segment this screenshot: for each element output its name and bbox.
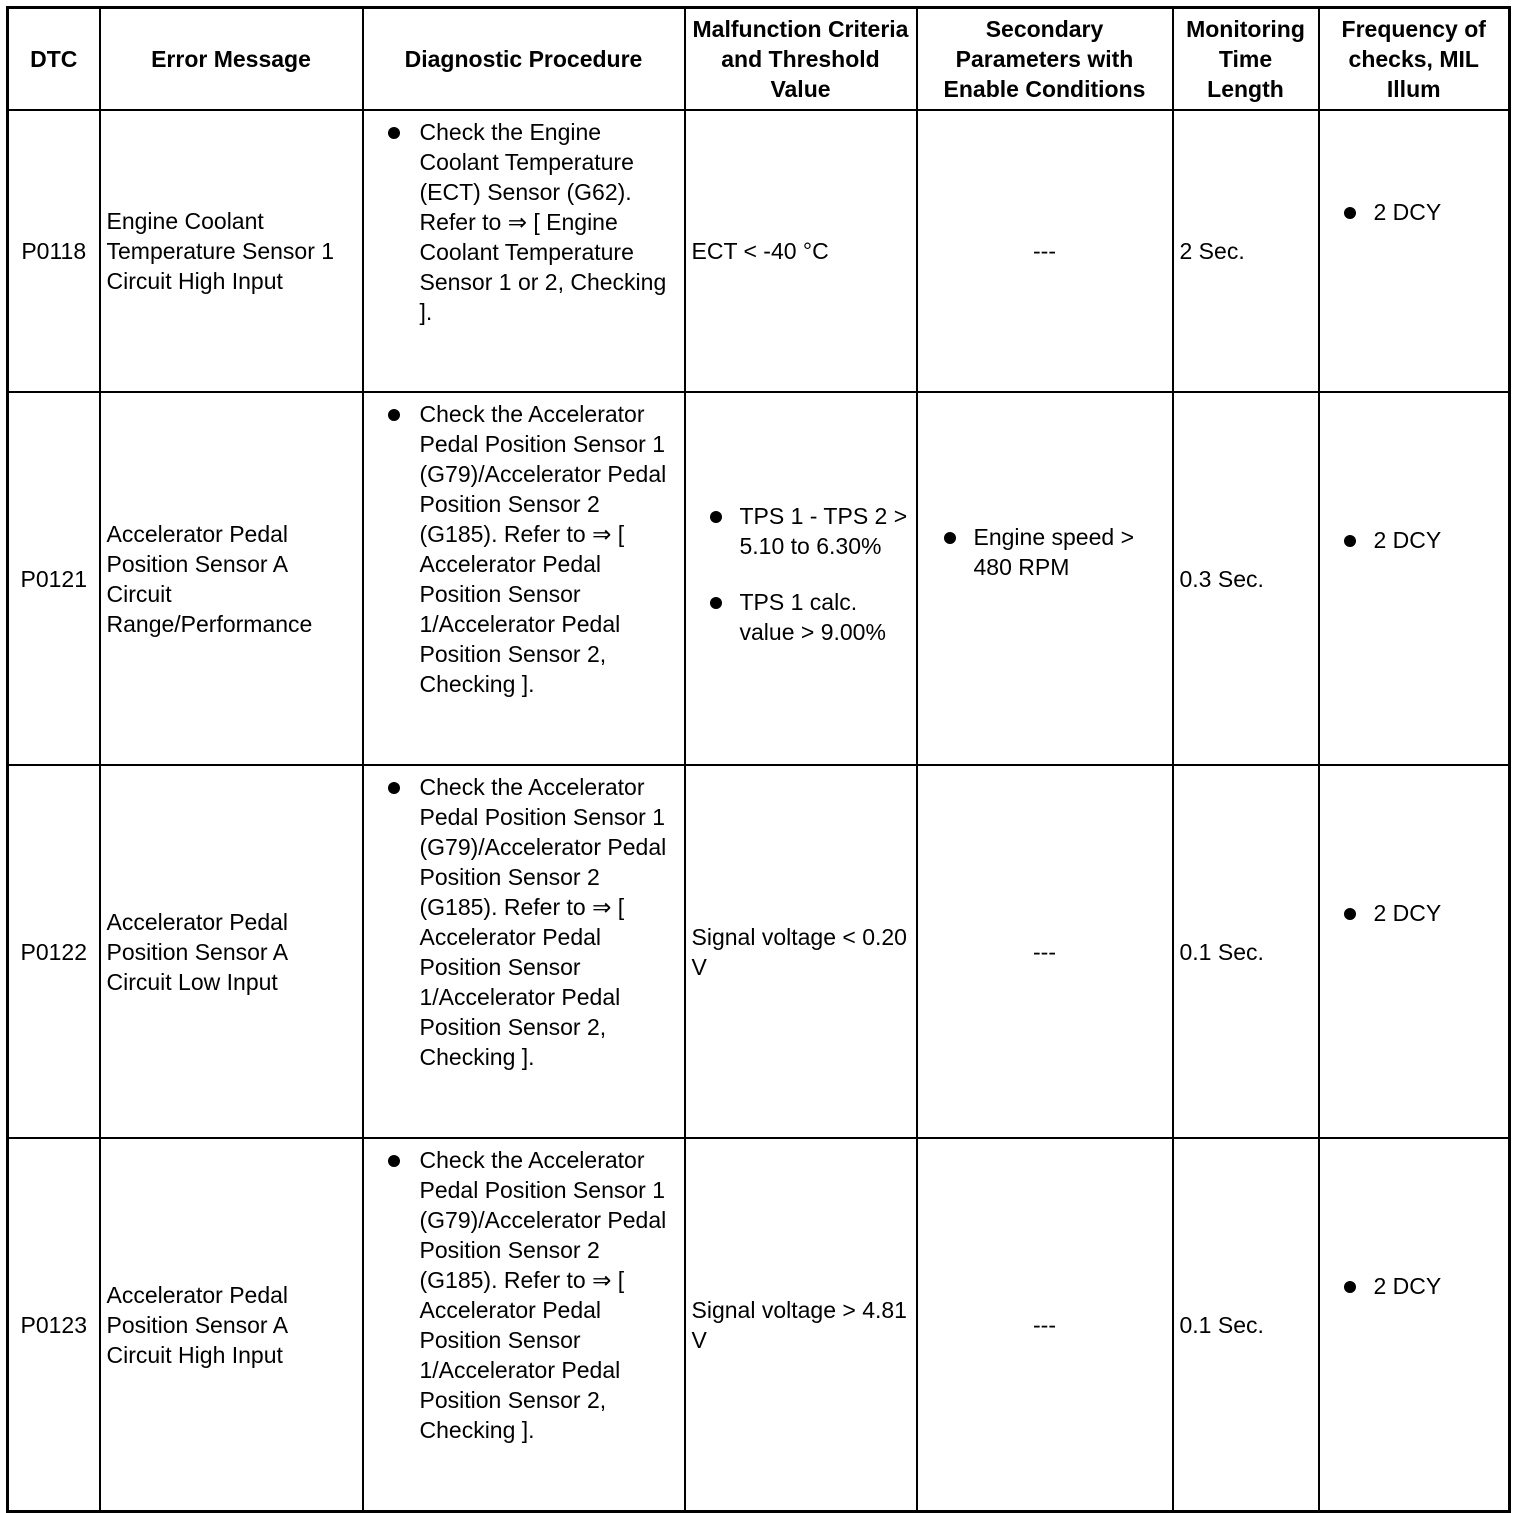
criteria-bullet bbox=[692, 587, 910, 647]
dtc-code: P0118 bbox=[8, 110, 100, 392]
header-diagnostic-procedure: Diagnostic Procedure bbox=[363, 8, 685, 111]
secondary-parameters: --- bbox=[917, 765, 1173, 1138]
procedure-text: Check the Accelerator Pedal Position Sensor 1 (G79)/Accelerator Pedal Position Sensor 2 (G185). Refer to ⇒ [ Accelerator Pedal Position Sensor 1/Accelerator Pedal Position Sensor 2, Checking ]. bbox=[419, 401, 667, 697]
bullet-icon bbox=[710, 511, 722, 523]
error-message: Accelerator Pedal Position Sensor A Circuit Low Input bbox=[100, 765, 363, 1138]
frequency-cell bbox=[1319, 765, 1510, 1138]
error-message: Engine Coolant Temperature Sensor 1 Circuit High Input bbox=[100, 110, 363, 392]
procedure-bullet bbox=[370, 772, 678, 1072]
bullet-icon bbox=[710, 597, 722, 609]
secondary-parameters bbox=[917, 392, 1173, 765]
secondary-parameters: --- bbox=[917, 1138, 1173, 1512]
bullet-icon bbox=[388, 127, 400, 139]
procedure-bullet bbox=[370, 1145, 678, 1445]
bullet-icon bbox=[944, 532, 956, 544]
procedure-bullet bbox=[370, 399, 678, 699]
bullet-icon bbox=[1344, 535, 1356, 547]
error-message: Accelerator Pedal Position Sensor A Circuit Range/Performance bbox=[100, 392, 363, 765]
bullet-icon bbox=[1344, 908, 1356, 920]
diagnostic-procedure bbox=[363, 392, 685, 765]
secondary-bullet bbox=[924, 522, 1166, 582]
frequency-bullet bbox=[1326, 197, 1503, 227]
diagnostic-procedure bbox=[363, 765, 685, 1138]
header-error-message: Error Message bbox=[100, 8, 363, 111]
procedure-text: Check the Accelerator Pedal Position Sensor 1 (G79)/Accelerator Pedal Position Sensor 2 (G185). Refer to ⇒ [ Accelerator Pedal Position Sensor 1/Accelerator Pedal Position Sensor 2, Checking ]. bbox=[419, 1147, 667, 1443]
header-monitoring-time: Monitoring Time Length bbox=[1173, 8, 1319, 111]
monitoring-time: 0.1 Sec. bbox=[1173, 765, 1319, 1138]
malfunction-criteria: ECT < -40 °C bbox=[685, 110, 917, 392]
diagnostic-procedure bbox=[363, 110, 685, 392]
frequency-cell bbox=[1319, 392, 1510, 765]
malfunction-criteria: Signal voltage < 0.20 V bbox=[685, 765, 917, 1138]
dtc-code: P0122 bbox=[8, 765, 100, 1138]
criteria-bullet bbox=[692, 501, 910, 561]
frequency-bullet bbox=[1326, 525, 1503, 555]
procedure-text: Check the Accelerator Pedal Position Sensor 1 (G79)/Accelerator Pedal Position Sensor 2 (G185). Refer to ⇒ [ Accelerator Pedal Position Sensor 1/Accelerator Pedal Position Sensor 2, Checking ]. bbox=[419, 774, 667, 1070]
secondary-text: Engine speed > 480 RPM bbox=[973, 523, 1134, 580]
dtc-code: P0123 bbox=[8, 1138, 100, 1512]
malfunction-criteria bbox=[685, 392, 917, 765]
error-message: Accelerator Pedal Position Sensor A Circuit High Input bbox=[100, 1138, 363, 1512]
monitoring-time: 2 Sec. bbox=[1173, 110, 1319, 392]
bullet-icon bbox=[388, 409, 400, 421]
header-row bbox=[8, 8, 1510, 111]
header-malfunction-criteria: Malfunction Criteria and Threshold Value bbox=[685, 8, 917, 111]
monitoring-time: 0.1 Sec. bbox=[1173, 1138, 1319, 1512]
bullet-icon bbox=[388, 782, 400, 794]
frequency-text: 2 DCY bbox=[1373, 1272, 1442, 1299]
criteria-text: TPS 1 - TPS 2 > 5.10 to 6.30% bbox=[739, 502, 908, 559]
frequency-bullet bbox=[1326, 1271, 1503, 1301]
frequency-text: 2 DCY bbox=[1373, 899, 1442, 926]
secondary-parameters: --- bbox=[917, 110, 1173, 392]
procedure-bullet bbox=[370, 117, 678, 327]
bullet-icon bbox=[1344, 207, 1356, 219]
header-secondary-parameters: Secondary Parameters with Enable Conditions bbox=[917, 8, 1173, 111]
frequency-bullet bbox=[1326, 898, 1503, 928]
header-frequency: Frequency of checks, MIL Illum bbox=[1319, 8, 1510, 111]
criteria-text: TPS 1 calc. value > 9.00% bbox=[739, 588, 886, 645]
dtc-table bbox=[6, 6, 1511, 1513]
table-row bbox=[8, 392, 1510, 765]
malfunction-criteria: Signal voltage > 4.81 V bbox=[685, 1138, 917, 1512]
bullet-icon bbox=[388, 1155, 400, 1167]
bullet-icon bbox=[1344, 1281, 1356, 1293]
frequency-cell bbox=[1319, 110, 1510, 392]
table-row bbox=[8, 765, 1510, 1138]
frequency-text: 2 DCY bbox=[1373, 199, 1442, 225]
header-dtc: DTC bbox=[8, 8, 100, 111]
diagnostic-procedure bbox=[363, 1138, 685, 1512]
table-row bbox=[8, 110, 1510, 392]
frequency-text: 2 DCY bbox=[1373, 526, 1442, 553]
monitoring-time: 0.3 Sec. bbox=[1173, 392, 1319, 765]
table-row bbox=[8, 1138, 1510, 1512]
frequency-cell bbox=[1319, 1138, 1510, 1512]
procedure-text: Check the Engine Coolant Temperature (ECT) Sensor (G62). Refer to ⇒ [ Engine Coolant Temperature Sensor 1 or 2, Checking ]. bbox=[419, 119, 667, 325]
dtc-code: P0121 bbox=[8, 392, 100, 765]
